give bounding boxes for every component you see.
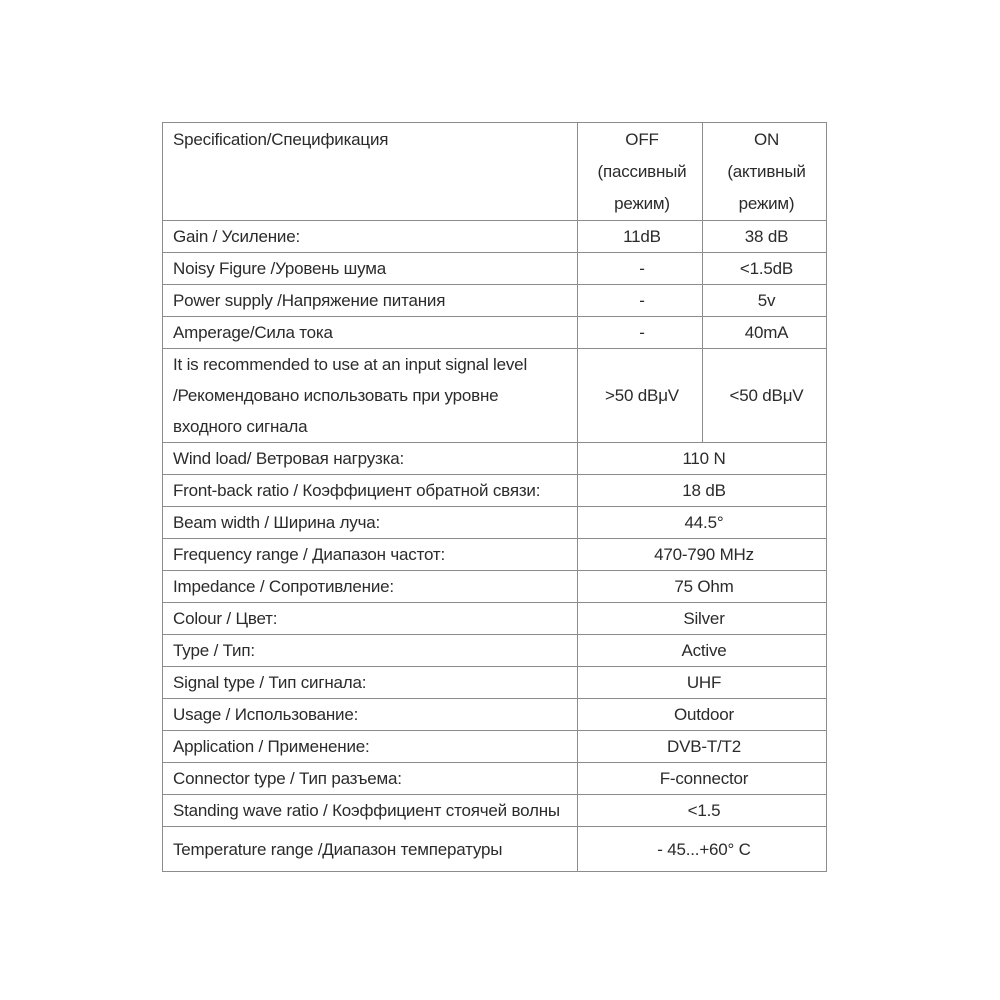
on-value: 40mA — [703, 317, 827, 349]
table-row — [163, 635, 827, 667]
row-value: - 45...+60° C — [578, 827, 827, 872]
off-value: - — [578, 285, 703, 317]
table-row — [163, 539, 827, 571]
off-mode-header-cell — [578, 123, 703, 221]
table-row — [163, 443, 827, 475]
table-row — [163, 507, 827, 539]
signal-level-label — [163, 349, 578, 443]
spec-header-cell: Specification/Спецификация — [163, 123, 578, 221]
row-value: <1.5 — [578, 795, 827, 827]
table-row — [163, 763, 827, 795]
row-value: DVB-T/T2 — [578, 731, 827, 763]
off-header-line: OFF — [625, 130, 659, 149]
row-label: Impedance / Сопротивление: — [163, 571, 578, 603]
row-label: Beam width / Ширина луча: — [163, 507, 578, 539]
off-header-line: режим) — [614, 194, 670, 213]
row-value: 75 Ohm — [578, 571, 827, 603]
row-value: Outdoor — [578, 699, 827, 731]
row-value: 470-790 MHz — [578, 539, 827, 571]
off-header-line: (пассивный — [597, 162, 687, 181]
on-header-line: (активный — [727, 162, 806, 181]
off-value: 11dB — [578, 221, 703, 253]
row-label: Frequency range / Диапазон частот: — [163, 539, 578, 571]
row-label: Front-back ratio / Коэффициент обратной связи: — [163, 475, 578, 507]
specification-table — [162, 122, 827, 872]
signal-level-label-line: входного сигнала — [173, 417, 308, 436]
table-row — [163, 667, 827, 699]
table-row — [163, 571, 827, 603]
table-row — [163, 475, 827, 507]
signal-level-row — [163, 349, 827, 443]
off-value: - — [578, 253, 703, 285]
signal-level-label-line: It is recommended to use at an input signal level — [173, 355, 528, 374]
table-row — [163, 731, 827, 763]
row-label: Type / Тип: — [163, 635, 578, 667]
table-row — [163, 603, 827, 635]
row-value: Active — [578, 635, 827, 667]
row-label: Wind load/ Ветровая нагрузка: — [163, 443, 578, 475]
on-header-line: режим) — [738, 194, 795, 213]
row-label: Usage / Использование: — [163, 699, 578, 731]
on-value: <1.5dB — [703, 253, 827, 285]
row-label: Signal type / Тип сигнала: — [163, 667, 578, 699]
row-label: Application / Применение: — [163, 731, 578, 763]
row-value: F-connector — [578, 763, 827, 795]
row-value: UHF — [578, 667, 827, 699]
row-value: 18 dB — [578, 475, 827, 507]
row-value: 110 N — [578, 443, 827, 475]
row-value: Silver — [578, 603, 827, 635]
row-label: Gain / Усиление: — [163, 221, 578, 253]
table-row — [163, 221, 827, 253]
row-label: Temperature range /Диапазон температуры — [163, 827, 578, 872]
row-label: Noisy Figure /Уровень шума — [163, 253, 578, 285]
off-value: - — [578, 317, 703, 349]
row-value: 44.5° — [578, 507, 827, 539]
table-row — [163, 699, 827, 731]
row-label: Connector type / Тип разъема: — [163, 763, 578, 795]
table-row — [163, 827, 827, 872]
table-row — [163, 795, 827, 827]
on-value: <50 dBμV — [703, 349, 827, 443]
table-row — [163, 317, 827, 349]
on-header-line: ON — [753, 130, 780, 149]
header-row — [163, 123, 827, 221]
off-value: >50 dBμV — [578, 349, 703, 443]
row-label: Colour / Цвет: — [163, 603, 578, 635]
row-label: Amperage/Сила тока — [163, 317, 578, 349]
on-value: 5v — [703, 285, 827, 317]
on-value: 38 dB — [703, 221, 827, 253]
table-row — [163, 253, 827, 285]
row-label: Standing wave ratio / Коэффициент стоячей волны — [163, 795, 578, 827]
table-row — [163, 285, 827, 317]
signal-level-label-line: /Рекомендовано использовать при уровне — [173, 386, 499, 405]
on-mode-header-cell — [703, 123, 827, 221]
row-label: Power supply /Напряжение питания — [163, 285, 578, 317]
